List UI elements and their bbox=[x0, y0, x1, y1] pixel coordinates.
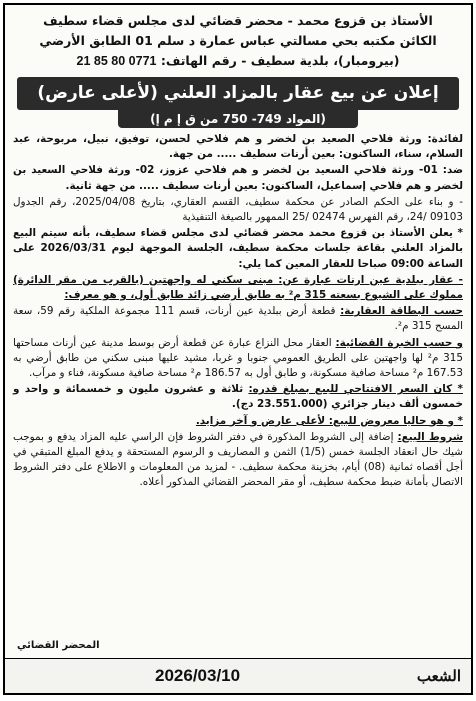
publication-date: 2026/03/10 bbox=[155, 666, 241, 685]
notice-body bbox=[5, 128, 471, 491]
signature: المحضر القضائي bbox=[17, 640, 100, 651]
opening-price-label: * كان السعر الافتتاحي للبيع بمبلغ قدره: bbox=[248, 383, 463, 396]
phone-number: 0771 80 85 21 bbox=[76, 54, 157, 68]
expertise-text: العقار محل النزاع عبارة عن قطعة أرض بوسط مدينة عين أرنات مساحتها 315 م² لها واجهتين على الطريق العمومي جنوبا و غربا، مشيد عليها مبنى سكني من طابق أرضي به 167.53 م² مساحة صافية مسكونة، و طابق أول به 186.57 م² مساحة صافية مسكونة، فناء و مرآب. bbox=[13, 336, 463, 380]
expertise-label: و حسب الخبرة القضائية: bbox=[335, 336, 463, 349]
opening-price-paragraph bbox=[13, 382, 463, 412]
header-line-2: الكائن مكتبه بحي مسالتي عباس عمارة د سلم 01 الطابق الأرضي bbox=[39, 33, 437, 48]
sale-conditions-paragraph bbox=[13, 430, 463, 491]
bailiff-header bbox=[5, 5, 471, 75]
defendant-paragraph: ضد: 01- ورثة فلاحي السعيد بن لخضر و هم فلاحي عزوز، 02- ورثة فلاحي السعيد بن لخضر و هم فلاحي إسماعيل، الساكنون: بعين أرنات سطيف ..... من جهة ثانية. bbox=[13, 164, 463, 192]
offer-status-paragraph: * و هو حاليا معروض للبيع: لأعلى عارض و آخر مزايد. bbox=[195, 414, 463, 427]
land-registry-text: قطعة أرض ببلدية عين أرنات، قسم 111 مجموعة الملكية رقم 59، سعة المسح 315 م². bbox=[13, 305, 463, 333]
auction-announcement-paragraph: * يعلن الأستاذ بن قزوع محمد محضر قضائي لدى مجلس قضاء سطيف، بأنه سيتم البيع بالمزاد العلني بقاعة جلسات محكمة سطيف، الجلسة الموجهة ليوم 2026/03/31 على الساعة 09:00 صباحا للعقار المعين كما يلي: bbox=[13, 227, 463, 270]
opening-price-text: ثلاثة و عشرون مليون و خمسمائة و واحد و خمسون ألف دينار جزائري (23.551.000 دج). bbox=[13, 383, 463, 411]
sale-conditions-text: إضافة إلى الشروط المذكورة في دفتر الشروط فإن الراسي عليه المزاد يدفع و بموجب شيك حال انعقاد الجلسة خمس (1/5) الثمن و المصاريف و الرسوم المستحقة و يدفع المبلغ المتبقي في أجل أقصاه ثمانية (08) أيام، بخزينة محكمة سطيف. - لمزيد من المعلومات و الاطلاع على دفتر الشروط الاتصال بأمانة ضبط محكمة سطيف، أو مقر المحضر القضائي المذكور أعلاه. bbox=[13, 430, 463, 489]
notice-title: إعلان عن بيع عقار بالمزاد العلني (لأعلى عارض) bbox=[17, 77, 459, 110]
title-section bbox=[5, 75, 471, 128]
judgment-paragraph: - و بناء على الحكم الصادر عن محكمة سطيف، القسم العقاري، بتاريخ 2025/04/08، رقم الجدول 09103 /24، رقم الفهرس 02474 /25 الممهور بالصيغة التنفيذية bbox=[13, 195, 463, 224]
header-line-1: الأستاذ بن قزوع محمد - محضر قضائي لدى مجلس قضاء سطيف bbox=[43, 13, 433, 28]
header-line-3 bbox=[13, 51, 463, 71]
newspaper-name: الشعب bbox=[416, 668, 461, 685]
legal-notice-page bbox=[3, 3, 473, 695]
sale-conditions-label: شروط البيع: bbox=[397, 430, 463, 443]
land-registry-label: حسب البطاقة العقارية: bbox=[340, 305, 463, 318]
header-line-3-prefix: (بيرومبار)، بلدية سطيف - رقم الهاتف: bbox=[160, 53, 400, 68]
expertise-paragraph bbox=[13, 336, 463, 382]
property-description-paragraph: - عقار ببلدية عين ارنات عبارة عن: مبنى سكني له واجهتين (بالقرب من مقر الدائرة) مملوك على الشيوع بسعته 315 م² به طابق أرضي زائد طابق أول، و هو معرف: bbox=[13, 273, 463, 302]
beneficiary-paragraph: لفائدة: ورثة فلاحي الصعيد بن لخضر و هم فلاحي لحسن، توفيق، نبيل، مربوحة، عبد السلام، سناء، الساكنون: بعين أرنات سطيف ..... من جهة. bbox=[13, 133, 463, 161]
notice-subtitle: (المواد 749- 750 من ق إ م إ) bbox=[118, 110, 358, 128]
land-registry-paragraph bbox=[13, 304, 463, 334]
publication-footer bbox=[5, 658, 471, 693]
